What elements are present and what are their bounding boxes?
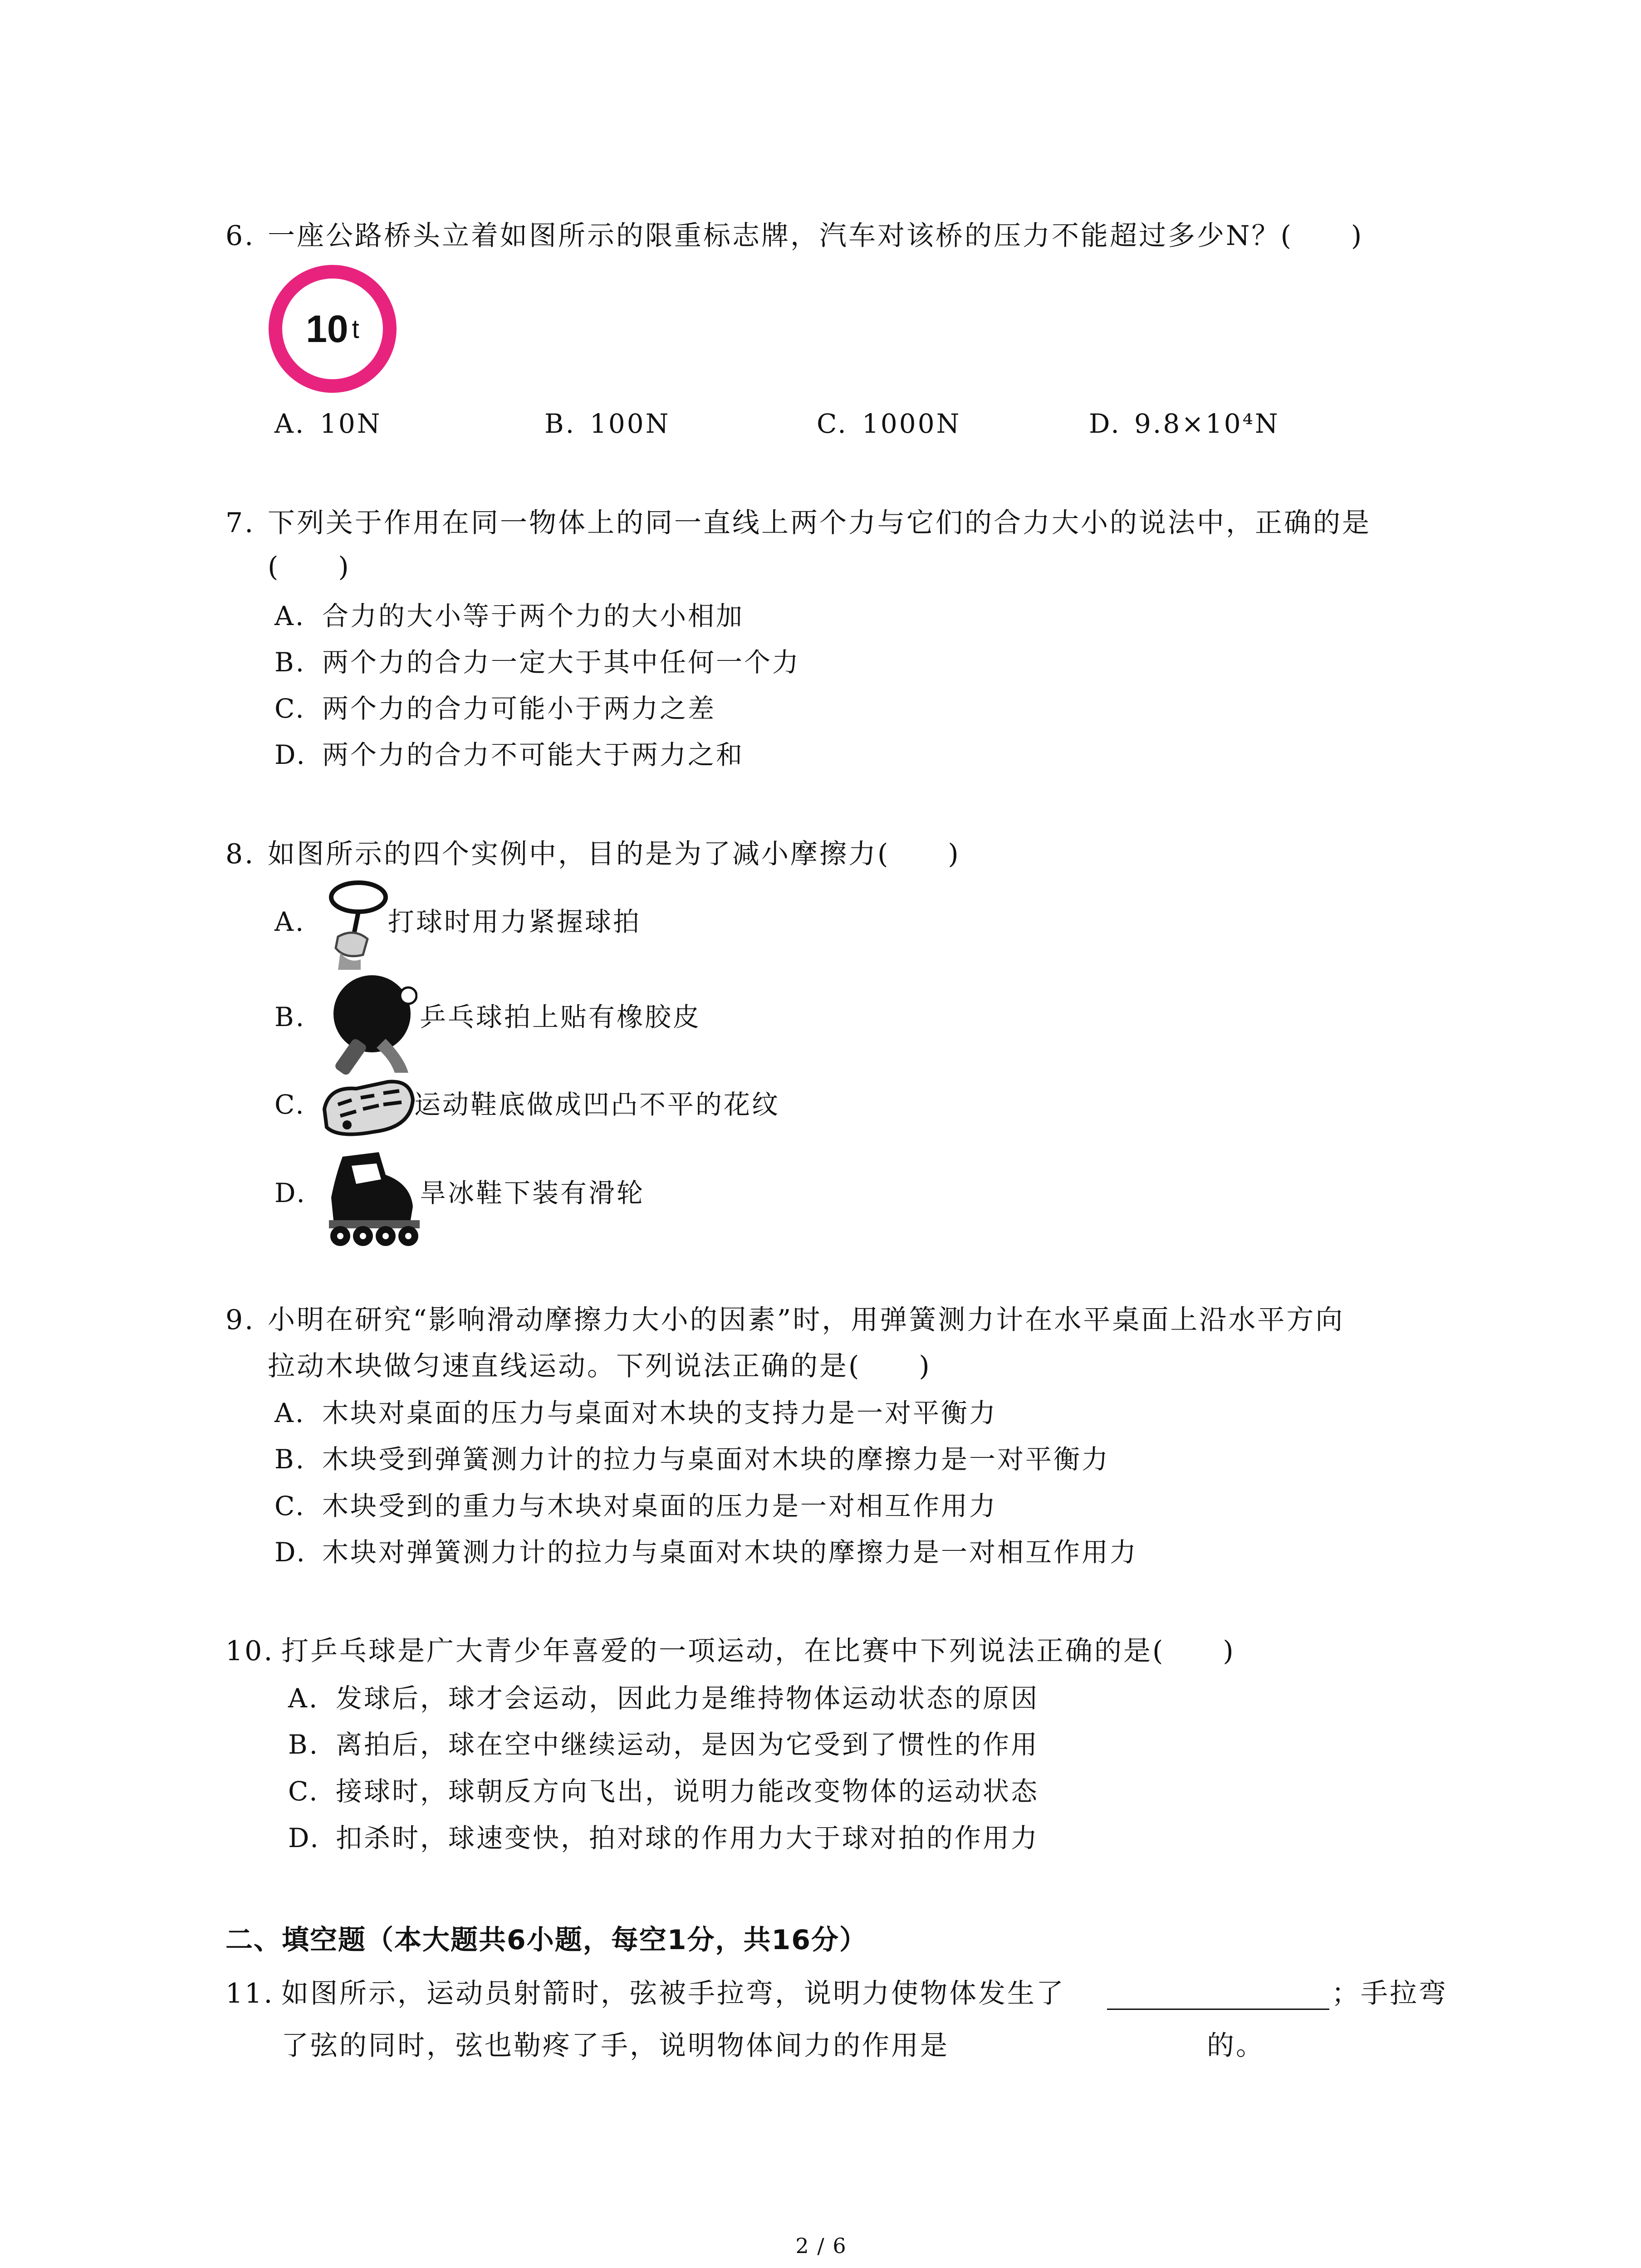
- q8-option-b-text: 乒乓球拍上贴有橡胶皮: [420, 1002, 701, 1032]
- q8-option-d-text: 旱冰鞋下装有滑轮: [420, 1178, 645, 1208]
- q6-option-d-text: 9.8×10⁴N: [1134, 408, 1280, 439]
- q11-text-line1-b: ；手拉弯: [1332, 1978, 1448, 2009]
- q9-option-b-text: 木块受到弹簧测力计的拉力与桌面对木块的摩擦力是一对平衡力: [322, 1444, 1110, 1475]
- q6-option-c-text: 1000N: [862, 408, 961, 439]
- q10-number: 10.: [225, 1635, 274, 1667]
- q6-option-d-label: D.: [1089, 408, 1121, 439]
- q9-option-c-label: C.: [274, 1491, 306, 1521]
- q11-text-line2-b: 的。: [1207, 2030, 1265, 2062]
- q9-text-line2: 拉动木块做匀速直线运动。下列说法正确的是( ): [268, 1350, 931, 1382]
- q9-option-b-label: B.: [274, 1444, 306, 1475]
- q7-text-line1: 下列关于作用在同一物体上的同一直线上两个力与它们的合力大小的说法中，正确的是: [268, 507, 1371, 539]
- q10-option-c-text: 接球时，球朝反方向飞出，说明力能改变物体的运动状态: [336, 1776, 1039, 1807]
- q6-option-a-label: A.: [274, 408, 306, 439]
- q8-option-a-text: 打球时用力紧握球拍: [388, 906, 642, 937]
- q8-text: 如图所示的四个实例中，目的是为了减小摩擦力( ): [268, 838, 960, 870]
- section-2-title: 二、填空题（本大题共6小题，每空1分，共16分）: [225, 1924, 867, 1956]
- q6-option-b-label: B.: [544, 408, 576, 439]
- q10-option-b-text: 离拍后，球在空中继续运动，是因为它受到了惯性的作用: [336, 1729, 1039, 1760]
- q10-text: 打乒乓球是广大青少年喜爱的一项运动，在比赛中下列说法正确的是( ): [281, 1635, 1235, 1667]
- q11-number: 11.: [225, 1978, 274, 2009]
- q9-text-line1: 小明在研究“影响滑动摩擦力大小的因素”时，用弹簧测力计在水平桌面上沿水平方向: [268, 1304, 1345, 1336]
- roller-skate-icon: [320, 1148, 424, 1247]
- q6-option-c-label: C.: [817, 408, 848, 439]
- q10-option-a-label: A.: [288, 1683, 319, 1714]
- q7-number: 7.: [225, 507, 255, 539]
- q6-number: 6.: [225, 220, 255, 252]
- sneaker-sole-icon: [320, 1077, 415, 1141]
- q7-option-d-text: 两个力的合力不可能大于两力之和: [322, 739, 745, 770]
- q8-option-c-label: C.: [274, 1089, 306, 1120]
- q7-option-a-label: A.: [274, 601, 306, 631]
- weight-limit-unit: t: [352, 314, 359, 344]
- q6-option-a-text: 10N: [320, 408, 382, 439]
- weight-limit-value: 10: [306, 307, 348, 350]
- q11-blank-1[interactable]: [1107, 1981, 1329, 2010]
- q10-option-c-label: C.: [288, 1776, 319, 1807]
- q7-option-a-text: 合力的大小等于两个力的大小相加: [322, 601, 745, 631]
- q7-option-c-text: 两个力的合力可能小于两力之差: [322, 693, 716, 724]
- q7-option-c-label: C.: [274, 693, 306, 724]
- q9-option-a-label: A.: [274, 1398, 306, 1428]
- q9-option-c-text: 木块受到的重力与木块对桌面的压力是一对相互作用力: [322, 1491, 998, 1521]
- q8-option-c-text: 运动鞋底做成凹凸不平的花纹: [414, 1089, 780, 1120]
- q6-text: 一座公路桥头立着如图所示的限重标志牌，汽车对该桥的压力不能超过多少N？( ): [268, 220, 1364, 252]
- q8-number: 8.: [225, 838, 255, 870]
- q11-blank-2[interactable]: [985, 2033, 1202, 2062]
- q10-option-b-label: B.: [288, 1729, 320, 1760]
- q7-option-b-label: B.: [274, 647, 306, 678]
- q6-option-b-text: 100N: [590, 408, 671, 439]
- q7-text-line2: ( ): [268, 551, 351, 583]
- q9-number: 9.: [225, 1304, 255, 1336]
- q9-option-d-text: 木块对弹簧测力计的拉力与桌面对木块的摩擦力是一对相互作用力: [322, 1537, 1138, 1568]
- q10-option-d-text: 扣杀时，球速变快，拍对球的作用力大于球对拍的作用力: [336, 1823, 1039, 1853]
- q7-option-b-text: 两个力的合力一定大于其中任何一个力: [322, 647, 801, 678]
- page-number: 2 / 6: [795, 2234, 847, 2258]
- q9-option-d-label: D.: [274, 1537, 307, 1568]
- q8-option-b-label: B.: [274, 1002, 306, 1032]
- q11-text-line2-a: 了弦的同时，弦也勒疼了手，说明物体间力的作用是: [281, 2030, 949, 2062]
- q8-option-d-label: D.: [274, 1178, 307, 1208]
- tennis-racket-icon: [318, 880, 395, 971]
- q10-option-d-label: D.: [288, 1823, 320, 1853]
- q8-option-a-label: A.: [274, 906, 306, 937]
- q10-option-a-text: 发球后，球才会运动，因此力是维持物体运动状态的原因: [336, 1683, 1039, 1714]
- q9-option-a-text: 木块对桌面的压力与桌面对木块的支持力是一对平衡力: [322, 1398, 998, 1428]
- ping-pong-paddle-icon: [318, 971, 417, 1075]
- q11-text-line1-a: 如图所示，运动员射箭时，弦被手拉弯，说明力使物体发生了: [281, 1978, 1065, 2009]
- q7-option-d-label: D.: [274, 739, 307, 770]
- weight-limit-sign: [269, 265, 397, 393]
